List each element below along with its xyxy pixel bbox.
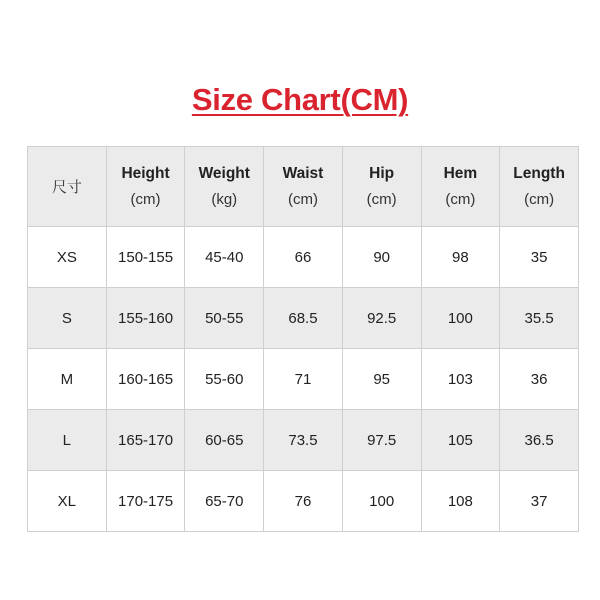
header-waist bbox=[264, 147, 343, 227]
table-cell: 45-40 bbox=[185, 227, 264, 288]
table-cell: 55-60 bbox=[185, 349, 264, 410]
table-cell: 170-175 bbox=[106, 471, 185, 532]
header-label: Length bbox=[513, 165, 565, 182]
table-cell: 73.5 bbox=[264, 410, 343, 471]
table-cell: 150-155 bbox=[106, 227, 185, 288]
header-length bbox=[500, 147, 579, 227]
table-cell: 95 bbox=[342, 349, 421, 410]
table-cell: 68.5 bbox=[264, 288, 343, 349]
table-cell: 90 bbox=[342, 227, 421, 288]
table-cell: 100 bbox=[421, 288, 500, 349]
header-hip bbox=[342, 147, 421, 227]
table-row bbox=[28, 410, 579, 471]
table-cell: 60-65 bbox=[185, 410, 264, 471]
header-label: Hem bbox=[443, 165, 478, 182]
header-unit: (cm) bbox=[524, 191, 555, 208]
table-cell: 36 bbox=[500, 349, 579, 410]
table-cell: 50-55 bbox=[185, 288, 264, 349]
size-table bbox=[27, 146, 579, 532]
table-cell: 160-165 bbox=[106, 349, 185, 410]
table-row bbox=[28, 288, 579, 349]
table-cell: XL bbox=[28, 471, 107, 532]
table-cell: 108 bbox=[421, 471, 500, 532]
table-cell: 92.5 bbox=[342, 288, 421, 349]
header-label: Weight bbox=[198, 165, 250, 182]
table-row bbox=[28, 471, 579, 532]
table-cell: 71 bbox=[264, 349, 343, 410]
header-hem bbox=[421, 147, 500, 227]
header-height bbox=[106, 147, 185, 227]
table-cell: 98 bbox=[421, 227, 500, 288]
table-cell: 103 bbox=[421, 349, 500, 410]
table-row bbox=[28, 349, 579, 410]
header-unit: (cm) bbox=[130, 191, 161, 208]
table-row bbox=[28, 227, 579, 288]
table-cell: XS bbox=[28, 227, 107, 288]
header-label: Waist bbox=[282, 165, 324, 182]
header-unit: (kg) bbox=[211, 191, 238, 208]
table-cell: 35.5 bbox=[500, 288, 579, 349]
table-cell: 105 bbox=[421, 410, 500, 471]
table-cell: 35 bbox=[500, 227, 579, 288]
header-unit: (cm) bbox=[366, 191, 397, 208]
header-label: Height bbox=[121, 165, 170, 182]
header-label: Hip bbox=[369, 165, 395, 182]
table-cell: 36.5 bbox=[500, 410, 579, 471]
table-cell: 100 bbox=[342, 471, 421, 532]
header-label: 尺寸 bbox=[51, 179, 82, 196]
table-cell: 76 bbox=[264, 471, 343, 532]
table-cell: S bbox=[28, 288, 107, 349]
table-cell: 165-170 bbox=[106, 410, 185, 471]
table-cell: 155-160 bbox=[106, 288, 185, 349]
size-chart-title: Size Chart(CM) bbox=[191, 82, 409, 117]
table-cell: 66 bbox=[264, 227, 343, 288]
header-unit: (cm) bbox=[287, 191, 318, 208]
header-row bbox=[28, 147, 579, 227]
header-weight bbox=[185, 147, 264, 227]
table-cell: L bbox=[28, 410, 107, 471]
header-size bbox=[28, 147, 107, 227]
table-cell: 97.5 bbox=[342, 410, 421, 471]
table-cell: 37 bbox=[500, 471, 579, 532]
header-unit: (cm) bbox=[445, 191, 476, 208]
table-cell: 65-70 bbox=[185, 471, 264, 532]
table-cell: M bbox=[28, 349, 107, 410]
